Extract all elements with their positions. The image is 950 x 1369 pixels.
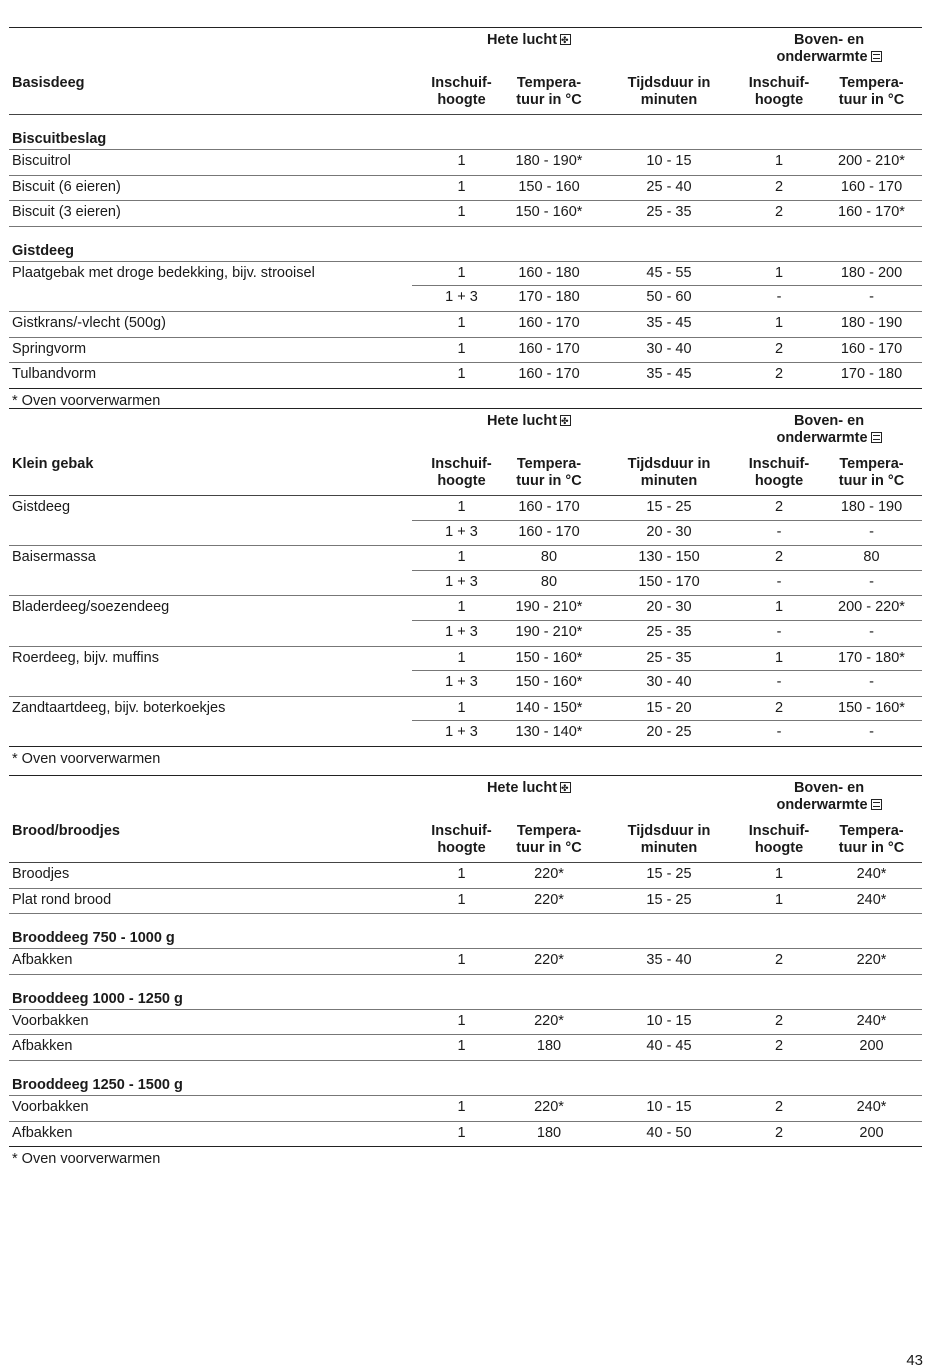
cell-3: 50 - 60	[646, 289, 692, 306]
table-header	[9, 28, 922, 115]
table-header	[9, 776, 922, 863]
cell-2: 80	[540, 549, 558, 566]
cell-1: 1	[457, 891, 466, 908]
cell-1: 1	[457, 1012, 466, 1029]
table-row	[9, 647, 922, 672]
column-header-line1: Inschuif-	[748, 456, 810, 472]
cell-5: 180 - 190	[840, 314, 903, 331]
group-header-topbottom	[729, 413, 929, 447]
table-row	[9, 721, 922, 747]
cell-2: 160 - 170	[518, 366, 580, 383]
cell-2: 220*	[534, 866, 564, 882]
cell-3: 30 - 40	[646, 340, 692, 357]
section-title: Brooddeeg 1250 - 1500 g	[12, 1076, 183, 1093]
column-header-line2: hoogte	[437, 473, 486, 489]
column-header-line1: Inschuif-	[431, 823, 492, 839]
column-header-line2: hoogte	[754, 92, 804, 108]
cell-4: -	[776, 724, 782, 741]
column-header-line2: tuur in °C	[516, 92, 582, 108]
column-header-2	[504, 75, 594, 109]
table-row	[9, 671, 922, 697]
group-header-fan	[429, 32, 629, 49]
column-header-3	[614, 823, 724, 857]
cell-3: 10 - 15	[646, 1098, 692, 1115]
cell-4: 2	[774, 1124, 784, 1141]
cell-3: 15 - 25	[646, 866, 692, 882]
column-header-5	[829, 75, 914, 109]
column-header-line2: tuur in °C	[516, 473, 582, 489]
cell-2: 160 - 170	[518, 340, 580, 357]
cell-4: 2	[774, 1012, 784, 1029]
page-number: 43	[906, 1352, 923, 1369]
table-header	[9, 409, 922, 496]
cell-2: 220*	[534, 1012, 564, 1029]
group-header-topbottom-line2: onderwarmte	[776, 430, 868, 446]
cell-1: 1	[457, 1124, 466, 1141]
cell-3: 15 - 25	[646, 499, 692, 515]
table-row	[9, 863, 922, 889]
cell-1: 1 + 3	[445, 674, 478, 691]
row-label: Springvorm	[12, 340, 87, 357]
table-label: Basisdeeg	[12, 75, 85, 91]
table-label: Brood/broodjes	[12, 823, 120, 839]
cell-2: 220*	[534, 952, 564, 969]
table-brood-broodjes	[9, 775, 922, 1171]
column-header-4	[734, 456, 824, 490]
row-label: Biscuitrol	[12, 153, 71, 169]
column-header-line1: Inschuif-	[431, 456, 492, 472]
cell-2: 220*	[534, 1098, 564, 1115]
row-label: Afbakken	[12, 1038, 73, 1055]
group-header-fan	[429, 780, 629, 797]
cell-4: 1	[774, 314, 784, 331]
fan-oven-icon	[560, 782, 571, 793]
table-row	[9, 363, 922, 389]
row-label: Broodjes	[12, 866, 70, 882]
row-label: Bladerdeeg/soezendeeg	[12, 599, 170, 616]
cell-4: 1	[774, 599, 784, 616]
row-label: Plaatgebak met droge bedekking, bijv. strooisel	[12, 264, 315, 281]
cell-2: 180	[536, 1038, 562, 1055]
column-header-line2: hoogte	[754, 840, 804, 856]
cell-1: 1	[457, 599, 466, 616]
table-row	[9, 1035, 922, 1061]
cell-1: 1	[457, 340, 466, 357]
cell-1: 1	[457, 1098, 466, 1115]
row-label: Gistkrans/-vlecht (500g)	[12, 314, 166, 331]
cell-5: 170 - 180	[840, 366, 903, 383]
cell-1: 1 + 3	[445, 289, 478, 306]
cell-2: 150 - 160	[518, 178, 580, 195]
cell-3: 25 - 35	[646, 204, 692, 221]
column-header-2	[504, 823, 594, 857]
group-header-topbottom-line1: Boven- en	[793, 413, 865, 429]
column-header-1	[414, 823, 509, 857]
row-label: Afbakken	[12, 1124, 73, 1141]
table-klein-gebak	[9, 408, 922, 771]
top-bottom-heat-icon	[871, 799, 882, 810]
cell-4: -	[776, 289, 782, 306]
footnote: * Oven voorverwarmen	[12, 750, 161, 767]
column-header-3	[614, 75, 724, 109]
cell-2: 160 - 180	[518, 264, 580, 281]
group-header-fan-label: Hete lucht	[486, 780, 558, 796]
section-row	[9, 1061, 922, 1096]
table-row	[9, 176, 922, 202]
cell-4: 2	[774, 178, 784, 195]
cell-3: 10 - 15	[646, 153, 692, 169]
row-label: Baisermassa	[12, 549, 96, 566]
column-header-line2: minuten	[640, 840, 698, 856]
cell-1: 1 + 3	[445, 724, 478, 741]
cell-2: 160 - 170	[518, 523, 580, 540]
cell-2: 190 - 210*	[515, 623, 583, 640]
row-label: Voorbakken	[12, 1012, 89, 1029]
cell-3: 15 - 25	[646, 891, 692, 908]
cell-3: 40 - 50	[646, 1124, 692, 1141]
column-header-4	[734, 75, 824, 109]
column-header-2	[504, 456, 594, 490]
cell-1: 1	[457, 649, 466, 666]
cell-5: 240*	[856, 1098, 887, 1115]
cell-5: 200 - 220*	[838, 599, 905, 616]
cell-5: -	[869, 674, 874, 691]
group-header-topbottom	[729, 32, 929, 66]
column-header-4	[734, 823, 824, 857]
cell-5: 240*	[856, 1012, 887, 1029]
cell-4: -	[776, 674, 782, 691]
table-row	[9, 621, 922, 647]
group-header-fan-label: Hete lucht	[486, 413, 558, 429]
cell-2: 220*	[534, 891, 564, 908]
cell-3: 130 - 150	[638, 549, 700, 566]
table-row	[9, 596, 922, 621]
cell-4: 1	[774, 264, 784, 281]
cell-5: 160 - 170*	[838, 204, 905, 221]
cell-3: 25 - 40	[646, 178, 692, 195]
cell-2: 180 - 190*	[515, 153, 583, 169]
cell-1: 1 + 3	[445, 573, 478, 590]
table-row	[9, 949, 922, 975]
row-label: Voorbakken	[12, 1098, 89, 1115]
cell-3: 25 - 35	[646, 649, 692, 666]
section-row	[9, 975, 922, 1010]
group-header-topbottom-line2: onderwarmte	[776, 49, 868, 65]
table-label: Klein gebak	[12, 456, 94, 472]
column-header-line2: hoogte	[754, 473, 804, 489]
cell-4: -	[776, 623, 782, 640]
group-header-topbottom-line1: Boven- en	[793, 32, 865, 48]
fan-oven-icon	[560, 34, 571, 45]
column-header-line1: Inschuif-	[748, 823, 810, 839]
cell-5: 200	[859, 1038, 884, 1055]
cell-2: 190 - 210*	[515, 599, 583, 616]
table-row	[9, 1010, 922, 1036]
column-header-line2: minuten	[640, 473, 698, 489]
cell-3: 30 - 40	[646, 674, 692, 691]
table-row	[9, 521, 922, 547]
table-row	[9, 571, 922, 597]
cell-5: 160 - 170	[840, 340, 903, 357]
cell-5: 150 - 160*	[838, 699, 905, 716]
column-header-line1: Tempera-	[839, 456, 904, 472]
column-header-5	[829, 456, 914, 490]
group-header-topbottom-line1: Boven- en	[793, 780, 865, 796]
cell-1: 1	[457, 499, 466, 515]
row-label: Plat rond brood	[12, 891, 112, 908]
row-label: Roerdeeg, bijv. muffins	[12, 649, 159, 666]
cell-1: 1	[457, 952, 466, 969]
cell-3: 150 - 170	[638, 573, 700, 590]
table-row	[9, 286, 922, 312]
cell-3: 35 - 40	[646, 952, 692, 969]
cell-5: -	[869, 724, 874, 741]
column-header-line1: Tijdsduur in	[627, 823, 711, 839]
cell-5: -	[869, 623, 874, 640]
column-header-line1: Tempera-	[839, 823, 904, 839]
table-row	[9, 889, 922, 915]
cell-4: 2	[774, 549, 784, 566]
section-row	[9, 914, 922, 949]
row-label: Gistdeeg	[12, 499, 71, 515]
cell-5: 180 - 200	[840, 264, 903, 281]
cell-3: 20 - 30	[646, 599, 692, 616]
footnote: * Oven voorverwarmen	[12, 1151, 161, 1168]
cell-4: 1	[774, 891, 784, 908]
top-bottom-heat-icon	[871, 432, 882, 443]
cell-1: 1	[457, 264, 466, 281]
footnote: * Oven voorverwarmen	[12, 392, 161, 409]
cell-5: 220*	[856, 952, 887, 969]
table-row	[9, 150, 922, 176]
cell-3: 35 - 45	[646, 366, 692, 383]
cell-3: 25 - 35	[646, 623, 692, 640]
table-row	[9, 312, 922, 338]
group-header-fan-label: Hete lucht	[486, 32, 558, 48]
cell-1: 1 + 3	[445, 623, 478, 640]
cell-5: -	[869, 289, 874, 306]
column-header-3	[614, 456, 724, 490]
cell-4: 2	[774, 1098, 784, 1115]
cell-1: 1	[457, 549, 466, 566]
cell-4: 2	[774, 699, 784, 716]
cell-1: 1	[457, 366, 466, 383]
cell-2: 150 - 160*	[515, 204, 583, 221]
row-label: Zandtaartdeeg, bijv. boterkoekjes	[12, 699, 226, 716]
cell-3: 10 - 15	[646, 1012, 692, 1029]
column-header-line2: tuur in °C	[838, 473, 905, 489]
cell-5: 80	[863, 549, 880, 566]
column-header-line2: hoogte	[437, 840, 486, 856]
cell-2: 180	[536, 1124, 562, 1141]
cell-2: 170 - 180	[518, 289, 580, 306]
cell-5: 240*	[856, 891, 887, 908]
table-row	[9, 338, 922, 364]
column-header-1	[414, 456, 509, 490]
cell-1: 1	[457, 866, 466, 882]
fan-oven-icon	[560, 415, 571, 426]
cell-2: 140 - 150*	[515, 699, 583, 716]
cell-2: 130 - 140*	[515, 724, 583, 741]
cell-4: 1	[774, 866, 784, 882]
column-header-5	[829, 823, 914, 857]
cell-4: 2	[774, 499, 784, 515]
cell-2: 150 - 160*	[515, 649, 583, 666]
cell-5: 170 - 180*	[838, 649, 905, 666]
cell-3: 20 - 30	[646, 523, 692, 540]
cell-3: 15 - 20	[646, 699, 692, 716]
column-header-line2: hoogte	[437, 92, 486, 108]
column-header-line2: tuur in °C	[516, 840, 582, 856]
cell-4: 1	[774, 153, 784, 169]
table-basisdeeg	[9, 27, 922, 413]
row-label: Tulbandvorm	[12, 366, 97, 383]
cell-1: 1 + 3	[445, 523, 478, 540]
cell-2: 160 - 170	[518, 314, 580, 331]
cell-4: -	[776, 573, 782, 590]
column-header-line2: tuur in °C	[838, 92, 905, 108]
cell-3: 45 - 55	[646, 264, 692, 281]
column-header-line1: Tempera-	[516, 823, 582, 839]
column-header-line1: Inschuif-	[431, 75, 492, 91]
row-label: Afbakken	[12, 952, 73, 969]
cell-1: 1	[457, 1038, 466, 1055]
cell-1: 1	[457, 314, 466, 331]
column-header-line1: Tempera-	[839, 75, 904, 91]
cell-4: 2	[774, 204, 784, 221]
cell-4: 2	[774, 366, 784, 383]
column-header-line1: Tempera-	[516, 75, 582, 91]
column-header-line2: tuur in °C	[838, 840, 905, 856]
group-header-fan	[429, 413, 629, 430]
section-title: Brooddeeg 750 - 1000 g	[12, 930, 175, 947]
cell-5: -	[869, 573, 874, 590]
column-header-line2: minuten	[640, 92, 698, 108]
section-row	[9, 115, 922, 150]
table-row	[9, 201, 922, 227]
cell-5: 180 - 190	[840, 499, 903, 515]
cell-3: 35 - 45	[646, 314, 692, 331]
cell-2: 150 - 160*	[515, 674, 583, 691]
section-title: Biscuitbeslag	[12, 131, 107, 147]
cell-5: 200 - 210*	[838, 153, 905, 169]
cell-2: 160 - 170	[518, 499, 580, 515]
cell-1: 1	[457, 153, 466, 169]
table-row	[9, 697, 922, 722]
column-header-line1: Tijdsduur in	[627, 456, 711, 472]
cell-3: 20 - 25	[646, 724, 692, 741]
cell-4: 2	[774, 1038, 784, 1055]
column-header-line1: Tijdsduur in	[627, 75, 711, 91]
section-title: Brooddeeg 1000 - 1250 g	[12, 990, 183, 1007]
cell-4: 2	[774, 952, 784, 969]
group-header-topbottom-line2: onderwarmte	[776, 797, 868, 813]
column-header-line1: Tempera-	[516, 456, 582, 472]
cell-1: 1	[457, 178, 466, 195]
cell-5: 160 - 170	[840, 178, 903, 195]
column-header-1	[414, 75, 509, 109]
table-row	[9, 546, 922, 571]
table-row	[9, 496, 922, 521]
row-label: Biscuit (3 eieren)	[12, 204, 121, 221]
cell-1: 1	[457, 204, 466, 221]
column-header-line1: Inschuif-	[748, 75, 810, 91]
cell-5: 240*	[856, 866, 887, 882]
table-row	[9, 262, 922, 287]
cell-3: 40 - 45	[646, 1038, 692, 1055]
table-row	[9, 1096, 922, 1122]
cell-1: 1	[457, 699, 466, 716]
cell-4: 2	[774, 340, 784, 357]
cell-4: -	[776, 523, 782, 540]
cell-2: 80	[540, 573, 558, 590]
section-title: Gistdeeg	[12, 242, 75, 259]
cell-5: 200	[859, 1124, 884, 1141]
cell-5: -	[869, 523, 874, 540]
cell-4: 1	[774, 649, 784, 666]
section-row	[9, 227, 922, 262]
table-row	[9, 1122, 922, 1148]
top-bottom-heat-icon	[871, 51, 882, 62]
group-header-topbottom	[729, 780, 929, 814]
row-label: Biscuit (6 eieren)	[12, 178, 121, 195]
